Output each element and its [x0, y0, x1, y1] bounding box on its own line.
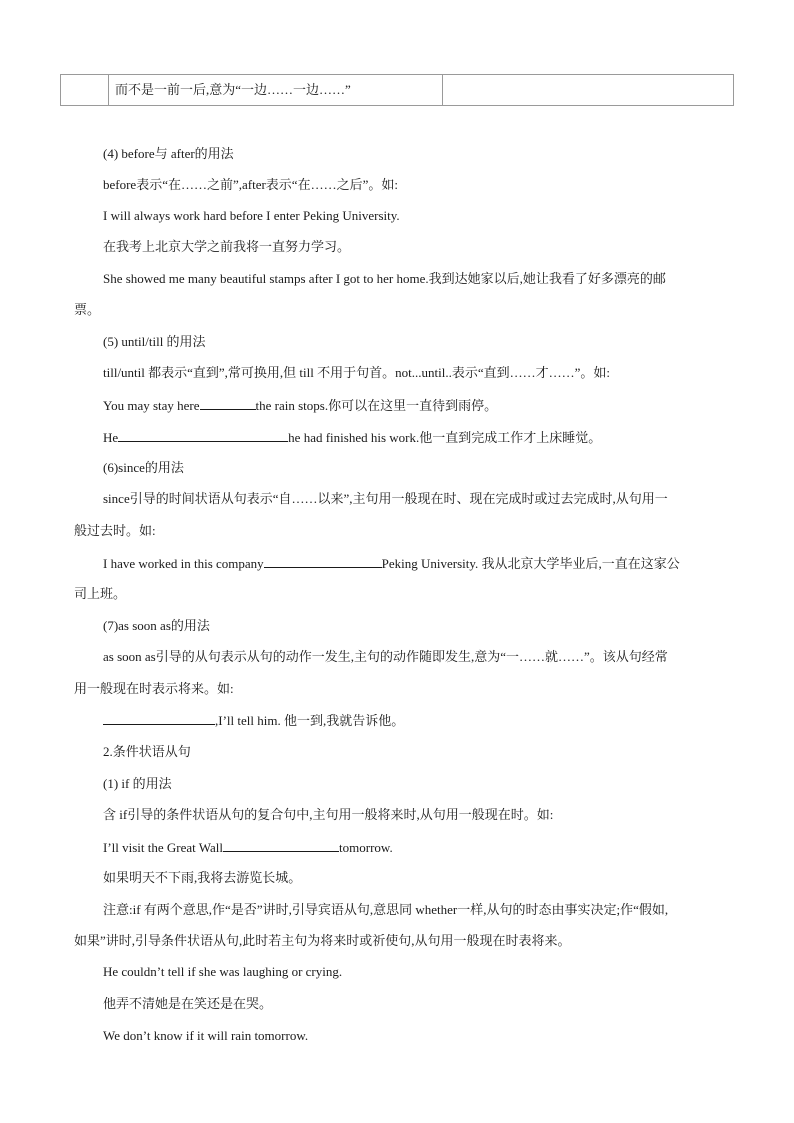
note-line1: 注意:if 有两个意思,作“是否”讲时,引导宾语从句,意思同 whether一样,从句的时态由事实决定;作“假如, — [103, 902, 669, 917]
table-cell-3 — [443, 75, 733, 105]
heading-conditional: 2.条件状语从句 — [103, 744, 191, 759]
heading-since: (6)since的用法 — [103, 460, 184, 475]
example-text: tomorrow. — [339, 840, 393, 855]
note-line2: 如果”讲时,引导条件状语从句,此时若主句为将来时或祈使句,从句用一般现在时表将来。 — [74, 933, 571, 948]
paragraph-if: 含 if引导的条件状语从句的复合句中,主句用一般将来时,从句用一般现在时。如: — [103, 807, 554, 822]
table-cell-2: 而不是一前一后,意为“一边……一边……” — [109, 75, 443, 105]
example-text: I have worked in this company — [103, 556, 264, 571]
example-if-zh: 如果明天不下雨,我将去游览长城。 — [103, 870, 302, 885]
example-text: the rain stops.你可以在这里一直待到雨停。 — [255, 398, 498, 413]
example-text: You may stay here — [103, 398, 200, 413]
fill-blank[interactable] — [200, 397, 256, 410]
example-text: He — [103, 430, 119, 445]
example-text: ,I’ll tell him. 他一到,我就告诉他。 — [215, 713, 405, 728]
paragraph-since-line2: 般过去时。如: — [74, 523, 156, 538]
example-before-zh: 在我考上北京大学之前我将一直努力学习。 — [103, 239, 351, 254]
example-after-line1: She showed me many beautiful stamps after I got to her home.我到达她家以后,她让我看了好多漂亮的邮 — [103, 271, 666, 286]
heading-before-after: (4) before与 after的用法 — [103, 146, 234, 161]
fill-blank[interactable] — [264, 555, 382, 568]
example-as-soon-as — [103, 712, 404, 729]
example-since-line1 — [103, 555, 680, 572]
paragraph-as-soon-as-line2: 用一般现在时表示将来。如: — [74, 681, 234, 696]
example-note1-zh: 他弄不清她是在笑还是在哭。 — [103, 996, 273, 1011]
example-until-2 — [103, 429, 601, 446]
table-cell-1 — [61, 75, 109, 105]
example-text: Peking University. 我从北京大学毕业后,一直在这家公 — [381, 556, 680, 571]
fill-blank[interactable] — [118, 429, 288, 442]
paragraph-until-till: till/until 都表示“直到”,常可换用,但 till 不用于句首。not...until..表示“直到……才……”。如: — [103, 365, 610, 380]
fill-blank[interactable] — [103, 712, 215, 725]
example-before-en: I will always work hard before I enter Peking University. — [103, 208, 400, 223]
paragraph-as-soon-as-line1: as soon as引导的从句表示从句的动作一发生,主句的动作随即发生,意为“一……就……”。该从句经常 — [103, 649, 668, 664]
table-row — [60, 74, 734, 106]
example-text: he had finished his work.他一直到完成工作才上床睡觉。 — [288, 430, 602, 445]
example-note1-en: He couldn’t tell if she was laughing or crying. — [103, 964, 343, 979]
example-since-line2: 司上班。 — [74, 586, 127, 601]
heading-if: (1) if 的用法 — [103, 776, 172, 791]
example-after-line2: 票。 — [74, 302, 101, 317]
heading-as-soon-as: (7)as soon as的用法 — [103, 618, 210, 633]
example-note2-en: We don’t know if it will rain tomorrow. — [103, 1028, 309, 1043]
example-text: I’ll visit the Great Wall — [103, 840, 224, 855]
fill-blank[interactable] — [223, 839, 339, 852]
paragraph-since-line1: since引导的时间状语从句表示“自……以来”,主句用一般现在时、现在完成时或过去完成时,从句用一 — [103, 491, 668, 506]
example-if-en — [103, 839, 393, 856]
example-until-1 — [103, 397, 497, 414]
paragraph-before-after: before表示“在……之前”,after表示“在……之后”。如: — [103, 177, 398, 192]
heading-until-till: (5) until/till 的用法 — [103, 334, 206, 349]
